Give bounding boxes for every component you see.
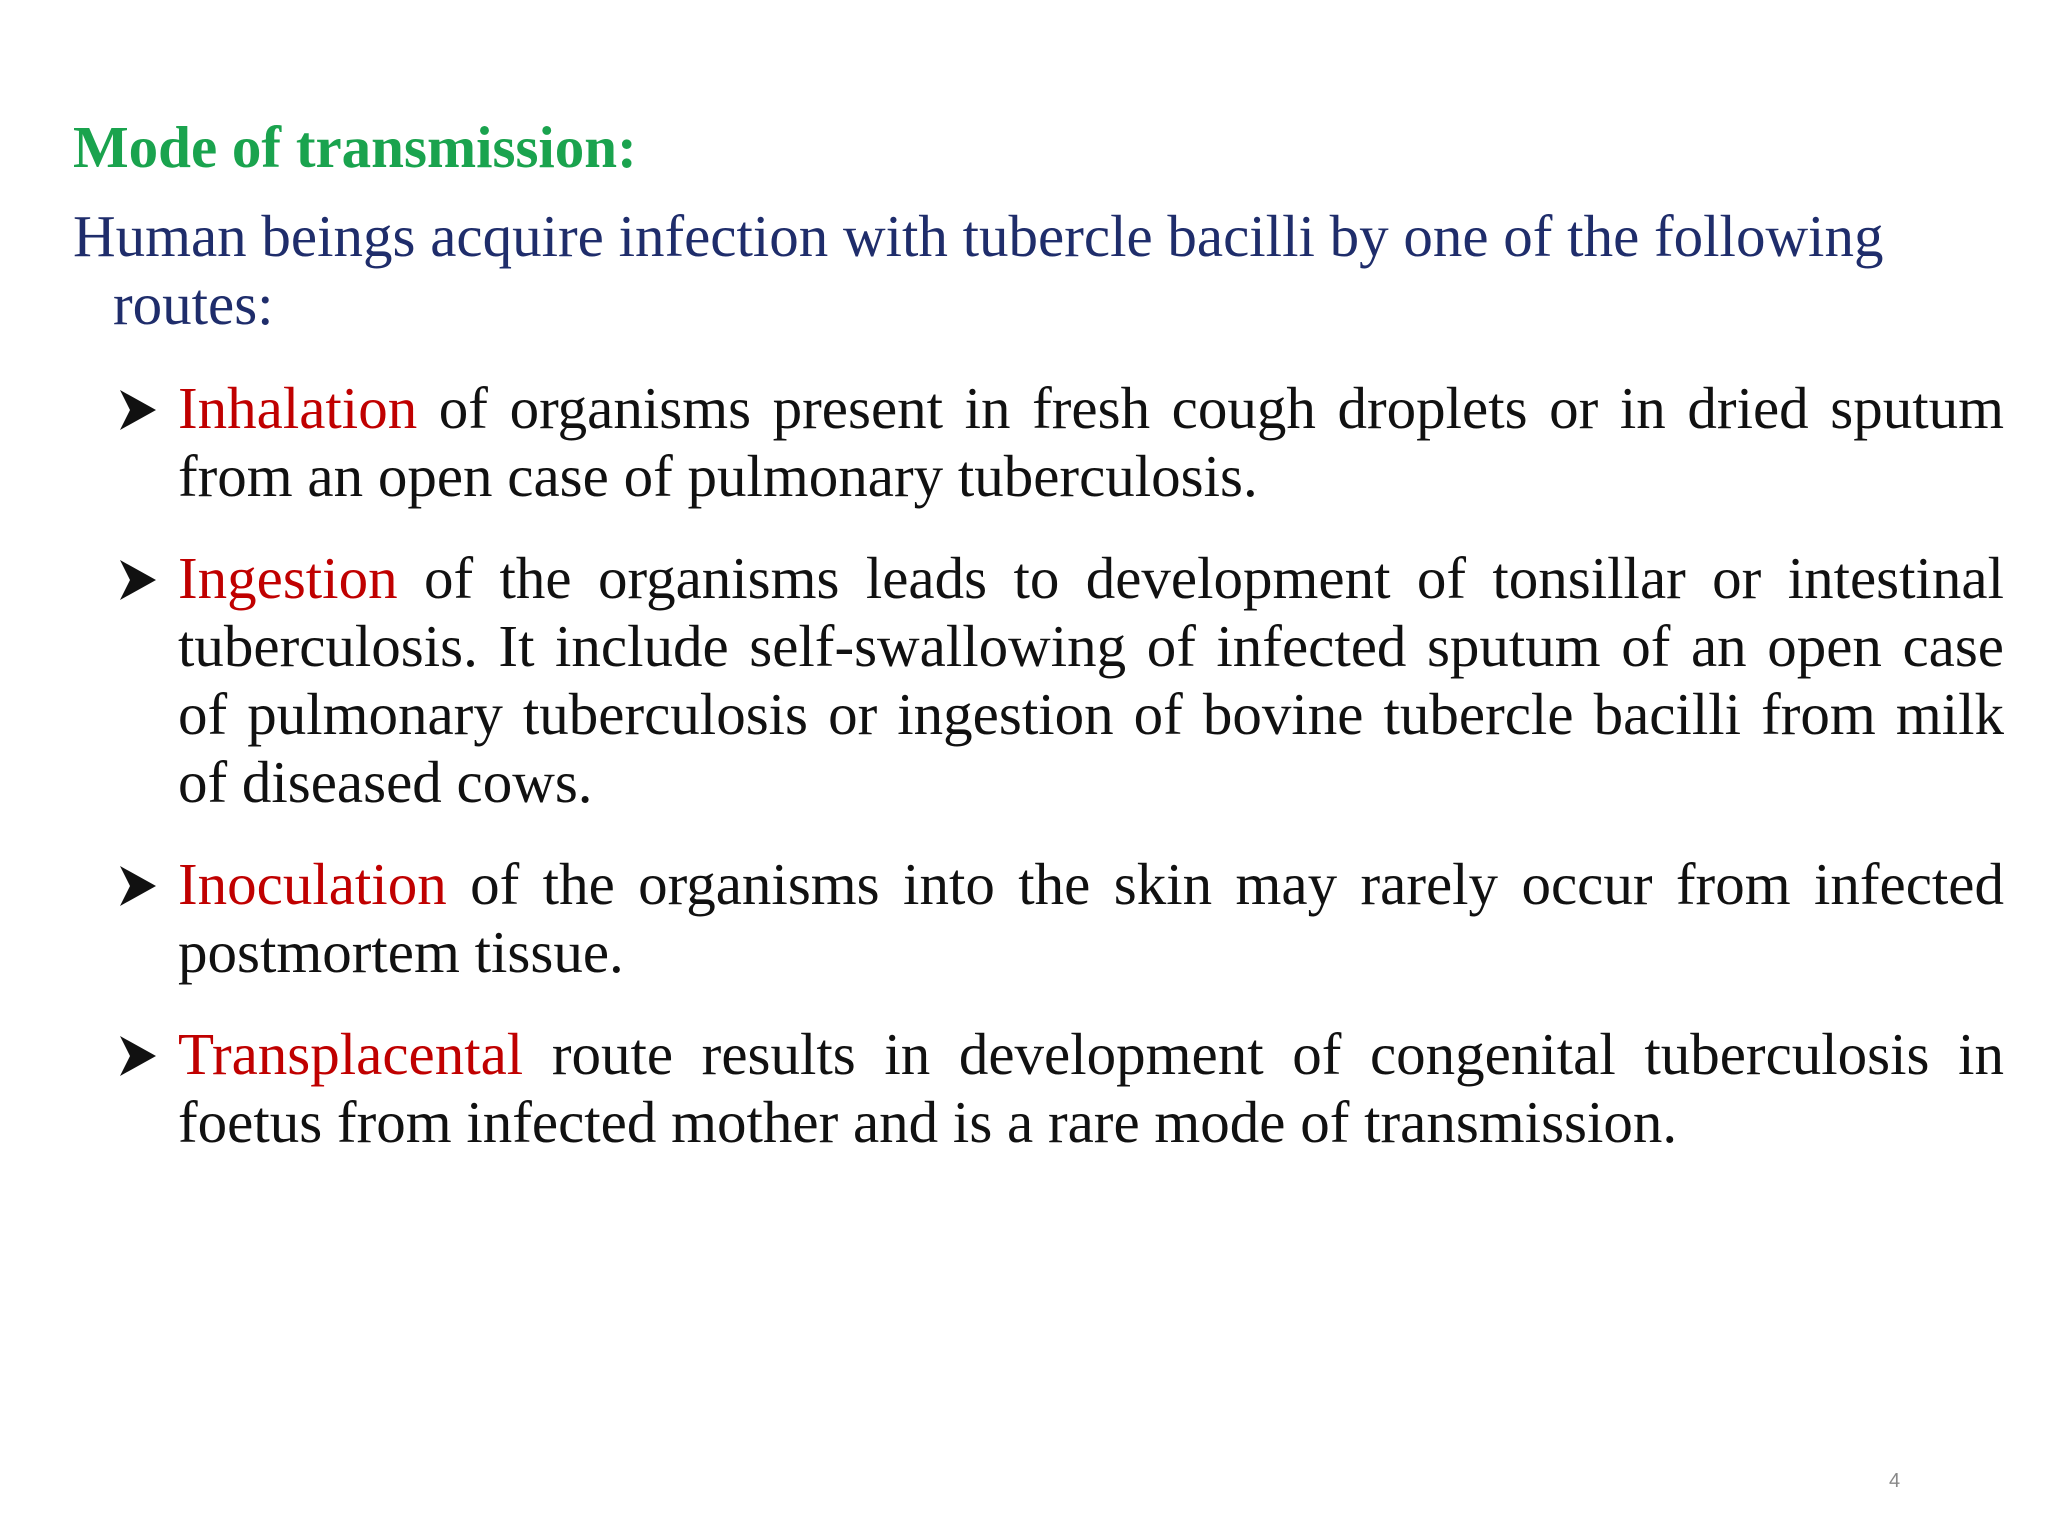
route-term: Ingestion [178,545,398,611]
list-item-ingestion [114,544,2004,816]
route-description: route results in development of congenital tuberculosis in foetus from infected mother and is a rare mode of transmission. [178,1021,2004,1155]
arrowhead-bullet-icon [114,862,162,910]
route-description: of the organisms leads to development of tonsillar or intestinal tuberculosis. It include self-swallowing of infected sputum of an open case of pulmonary tuberculosis or ingestion of bovine tubercle bacilli from milk of diseased cows. [178,545,2004,815]
route-term: Inhalation [178,375,418,441]
arrowhead-bullet-icon [114,386,162,434]
route-description: of organisms present in fresh cough droplets or in dried sputum from an open case of pulmonary tuberculosis. [178,375,2004,509]
list-item-transplacental [114,1020,2004,1156]
intro-paragraph: Human beings acquire infection with tubercle bacilli by one of the following routes: [73,203,1884,337]
page-number: 4 [1889,1470,1901,1492]
route-term: Inoculation [178,851,447,917]
slide-heading: Mode of transmission: [73,114,637,180]
route-term: Transplacental [178,1021,524,1087]
transmission-routes-list [114,374,2004,1190]
arrowhead-bullet-icon [114,556,162,604]
list-item-inoculation [114,850,2004,986]
arrowhead-bullet-icon [114,1032,162,1080]
route-description: of the organisms into the skin may rarely occur from infected postmortem tissue. [178,851,2004,985]
list-item-inhalation [114,374,2004,510]
